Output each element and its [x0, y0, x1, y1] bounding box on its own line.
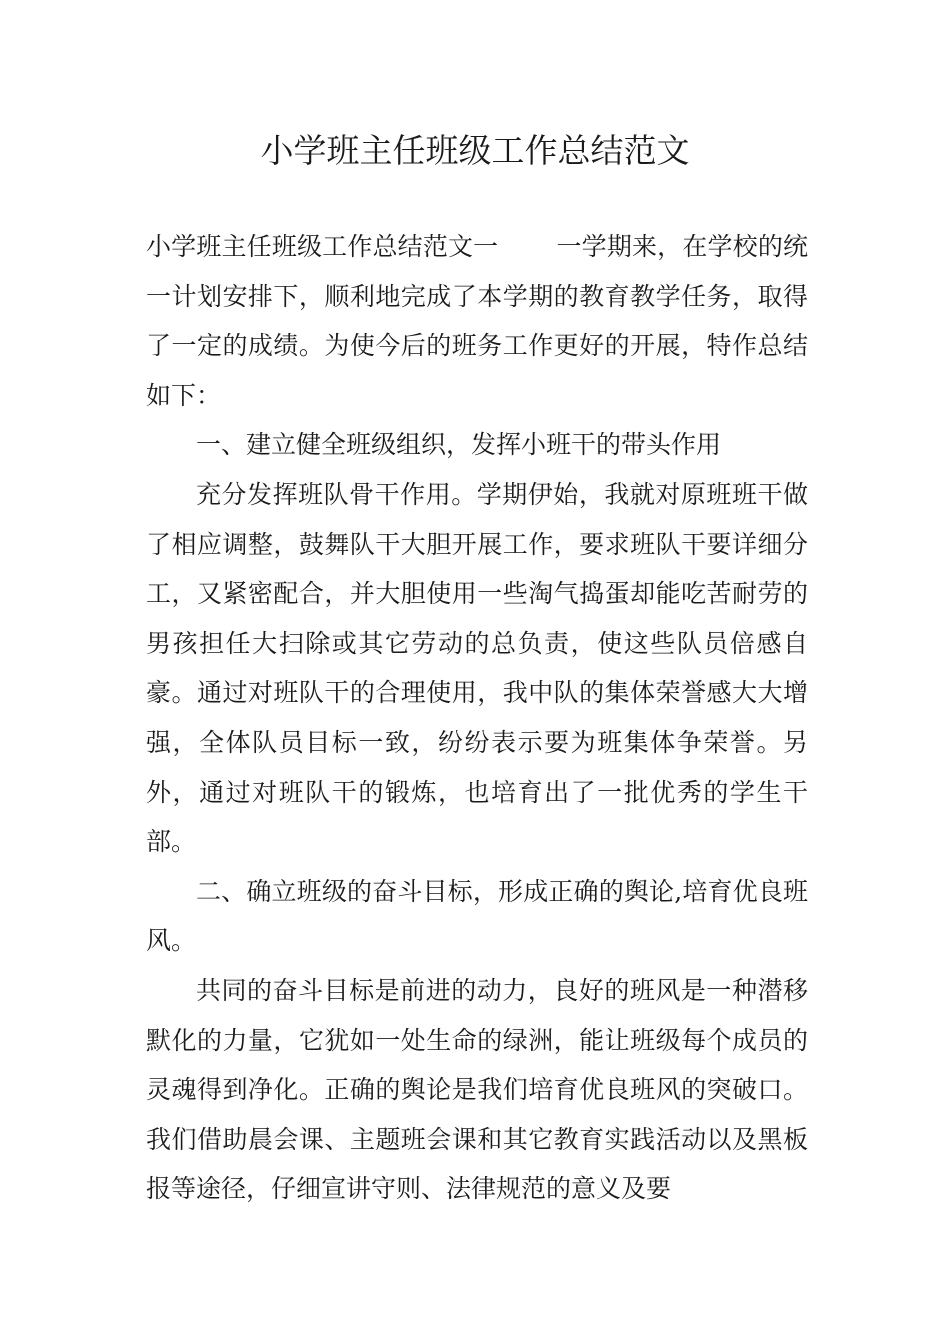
paragraph-2: 共同的奋斗目标是前进的动力，良好的班风是一种潜移默化的力量，它犹如一处生命的绿洲，能让班级每个成员的灵魂得到净化。正确的舆论是我们培育优良班风的突破口。我们借助晨会课、主题班会课和其它教育实践活动以及黑板报等途径，仔细宣讲守则、法律规范的意义及要 — [146, 975, 808, 1204]
intro-text: 一学期来，在学校的统一计划安排下，顺利地完成了本学期的教育教学任务，取得了一定的成绩。为使今后的班务工作更好的开展，特作总结如下： — [146, 232, 808, 410]
intro-heading: 小学班主任班级工作总结范文一 — [146, 232, 499, 261]
document-body — [146, 222, 808, 1214]
intro-paragraph — [146, 222, 808, 420]
section-heading-1: 一、建立健全班级组织，发挥小班干的带头作用 — [196, 430, 722, 460]
paragraph-1: 充分发挥班队骨干作用。学期伊始，我就对原班班干做了相应调整，鼓舞队干大胆开展工作，要求班队干要详细分工，又紧密配合，并大胆使用一些淘气捣蛋却能吃苦耐劳的男孩担任大扫除或其它劳动的总负责，使这些队员倍感自豪。通过对班队干的合理使用，我中队的集体荣誉感大大增强，全体队员目标一致，纷纷表示要为班集体争荣誉。另外，通过对班队干的锻炼，也培育出了一批优秀的学生干部。 — [146, 479, 808, 857]
document-title: 小学班主任班级工作总结范文 — [260, 131, 690, 170]
section-heading-2: 二、确立班级的奋斗目标，形成正确的舆论,培育优良班风。 — [146, 876, 808, 956]
